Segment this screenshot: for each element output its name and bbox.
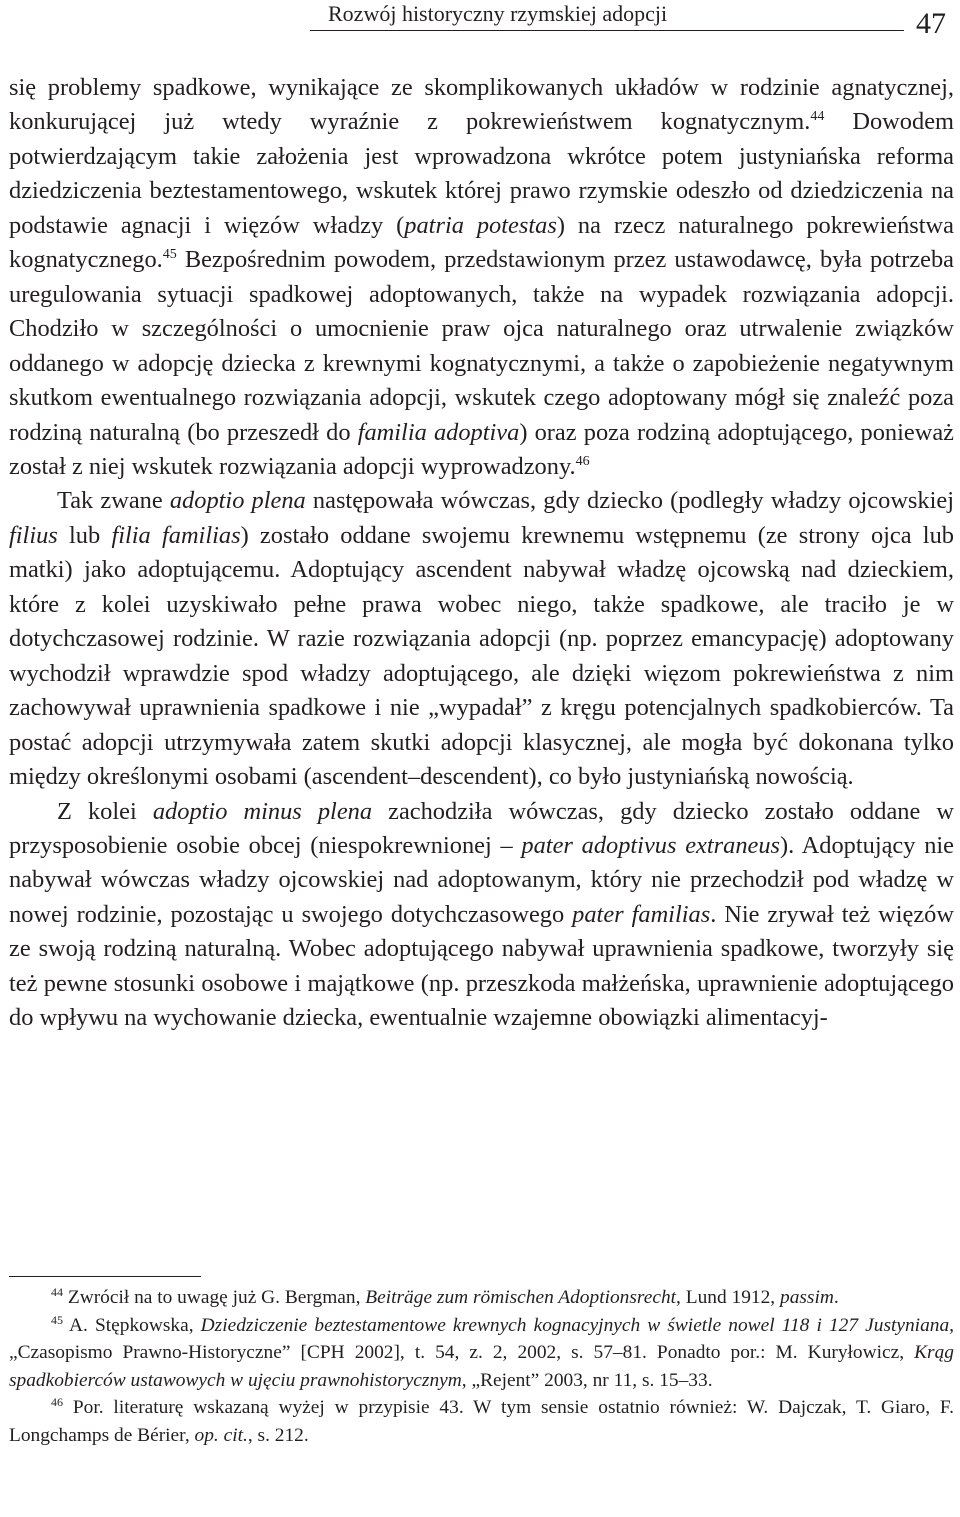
italic-term: adoptio minus plena (152, 797, 373, 825)
italic-term: filius (9, 521, 58, 549)
footnote-separator (9, 1276, 201, 1277)
text-run: ) zostało oddane swojemu krewnemu wstępnemu (ze strony ojca lub matki) jako adoptującemu. Adoptujący ascendent nabywał władzę ojcowską nad dzieckiem, które z kolei uzyskiwało pełne prawa wobec niego, także spadkowe, ale traciło je w dotychczasowej rodzinie. W razie rozwiązania adopcji (np. poprzez emancypację) adoptowany wychodził wprawdzie spod władzy adoptującego, ale dzięki więzom pokrewieństwa z nim zachowywał uprawnienia spadkowe i nie „wypadał” z kręgu potencjalnych spadkobierców. Ta postać adopcji utrzymywała zatem skutki adopcji klasycznej, ale mogła być dokonana tylko między określonymi osobami (ascendent–descendent), co było justyniańską nowością. (9, 521, 954, 791)
text-run: . Nie zrywał też więzów ze swoją rodziną naturalną. Wobec adoptującego nabywał uprawnienia spadkowe, tworzyły się też pewne stosunki osobowe i majątkowe (np. przeszkoda małżeńska, uprawnienie adoptującego do wpływu na wychowanie dziecka, ewentualnie wzajemne obowiązki alimentacyj- (9, 900, 954, 1032)
footnote-46 (9, 1394, 954, 1449)
footnote-45 (9, 1312, 954, 1395)
text-run: , Lund 1912, (676, 1287, 780, 1308)
footnote-44 (9, 1284, 954, 1312)
page-number: 47 (916, 7, 946, 40)
paragraph (9, 795, 954, 1036)
footnote-number: 44 (51, 1285, 63, 1299)
text-run: ). Adoptujący nie nabywał wówczas władzy ojcowskiej nad adoptowanym, który nie przechodził pod władzę w nowej rodzinie, pozostając u swojego dotychczasowego (9, 831, 954, 928)
footnote-ref: 46 (575, 453, 590, 469)
text-run: . (833, 1287, 839, 1308)
italic-term: Beiträge zum römischen Adoptionsrecht (365, 1287, 677, 1308)
text-run: Dowodem potwierdzającym takie założenia jest wprowadzona wkrótce potem justyniańska reforma dziedziczenia beztestamentowego, wskutek której prawo rzymskie odeszło od dziedziczenia na podstawie agnacji i więzów władzy ( (9, 108, 954, 239)
footnote-number: 45 (51, 1312, 63, 1327)
paragraph (9, 71, 954, 484)
text-run: A. Stępkowska, (63, 1314, 201, 1336)
italic-term: op. cit. (194, 1424, 248, 1446)
main-text (9, 71, 954, 1036)
italic-term: Dziedziczenie beztestamentowe krewnych kognacyjnych w świetle nowel 118 i 127 Justyniana, (200, 1314, 955, 1336)
italic-term: familia adoptiva (357, 418, 520, 446)
text-run: lub (57, 521, 112, 549)
text-run: „Czasopismo Prawno-Historyczne” [CPH 2002], t. 54, z. 2, 2002, s. 57–81. Ponadto por.: M. Kuryłowicz, (9, 1342, 915, 1364)
text-run: ) oraz poza rodziną adoptującego, ponieważ został z niej wskutek rozwiązania adopcji wyprowadzony. (9, 418, 954, 480)
text-run: Por. literaturę wskazaną wyżej w przypisie 43. W tym sensie ostatnio również: W. Dajczak, T. Giaro, F. Longchamps de Bérier, (9, 1397, 954, 1446)
italic-term: patria potestas (404, 211, 557, 239)
running-header (10, 0, 950, 40)
text-run: , s. 212. (247, 1424, 309, 1446)
italic-term: Krąg spadkobierców ustawowych w ujęciu prawnohistorycznym (9, 1342, 954, 1391)
text-run: się problemy spadkowe, wynikające ze skomplikowanych układów w rodzinie agnatycznej, konkurującej już wtedy wyraźnie z pokrewieństwem kognatycznym. (9, 74, 954, 136)
text-run: Tak zwane (57, 487, 170, 515)
text-run: zachodziła wówczas, gdy dziecko zostało oddane w przysposobienie osobie obcej (niespokrewnionej – (9, 797, 954, 859)
footnotes (9, 1284, 954, 1450)
text-run: Bezpośrednim powodem, przedstawionym przez ustawodawcę, była potrzeba uregulowania sytuacji spadkowej adoptowanych, także na wypadek rozwiązania adopcji. Chodziło w szczególności o umocnienie praw ojca naturalnego oraz utrwalenie związków oddanego w adopcję dziecka z krewnymi kognatycznymi, a także o zapobieżenie negatywnym skutkom ewentualnego rozwiązania adopcji, wskutek czego adoptowany mógł się znaleźć poza rodziną naturalną (bo przeszedł do (9, 246, 954, 446)
text-run: następowała wówczas, gdy dziecko (podległy władzy ojcowskiej (305, 487, 954, 515)
italic-term: passim (780, 1287, 834, 1308)
footnote-ref: 44 (810, 109, 825, 125)
running-header-title: Rozwój historyczny rzymskiej adopcji (328, 1, 668, 26)
header-rule (310, 30, 904, 31)
italic-term: pater familias (572, 900, 711, 928)
footnote-ref: 45 (162, 247, 177, 263)
text-run: ) na rzecz naturalnego pokrewieństwa kognatycznego. (9, 211, 954, 274)
italic-term: adoptio plena (169, 487, 306, 515)
italic-term: pater adoptivus extraneus (521, 831, 781, 859)
text-run: , „Rejent” 2003, nr 11, s. 15–33. (461, 1369, 713, 1391)
footnote-number: 46 (51, 1395, 63, 1410)
text-run: Z kolei (57, 797, 153, 825)
paragraph (9, 484, 954, 794)
italic-term: filia familias (111, 521, 241, 549)
text-run: Zwrócił na to uwagę już G. Bergman, (63, 1287, 366, 1308)
